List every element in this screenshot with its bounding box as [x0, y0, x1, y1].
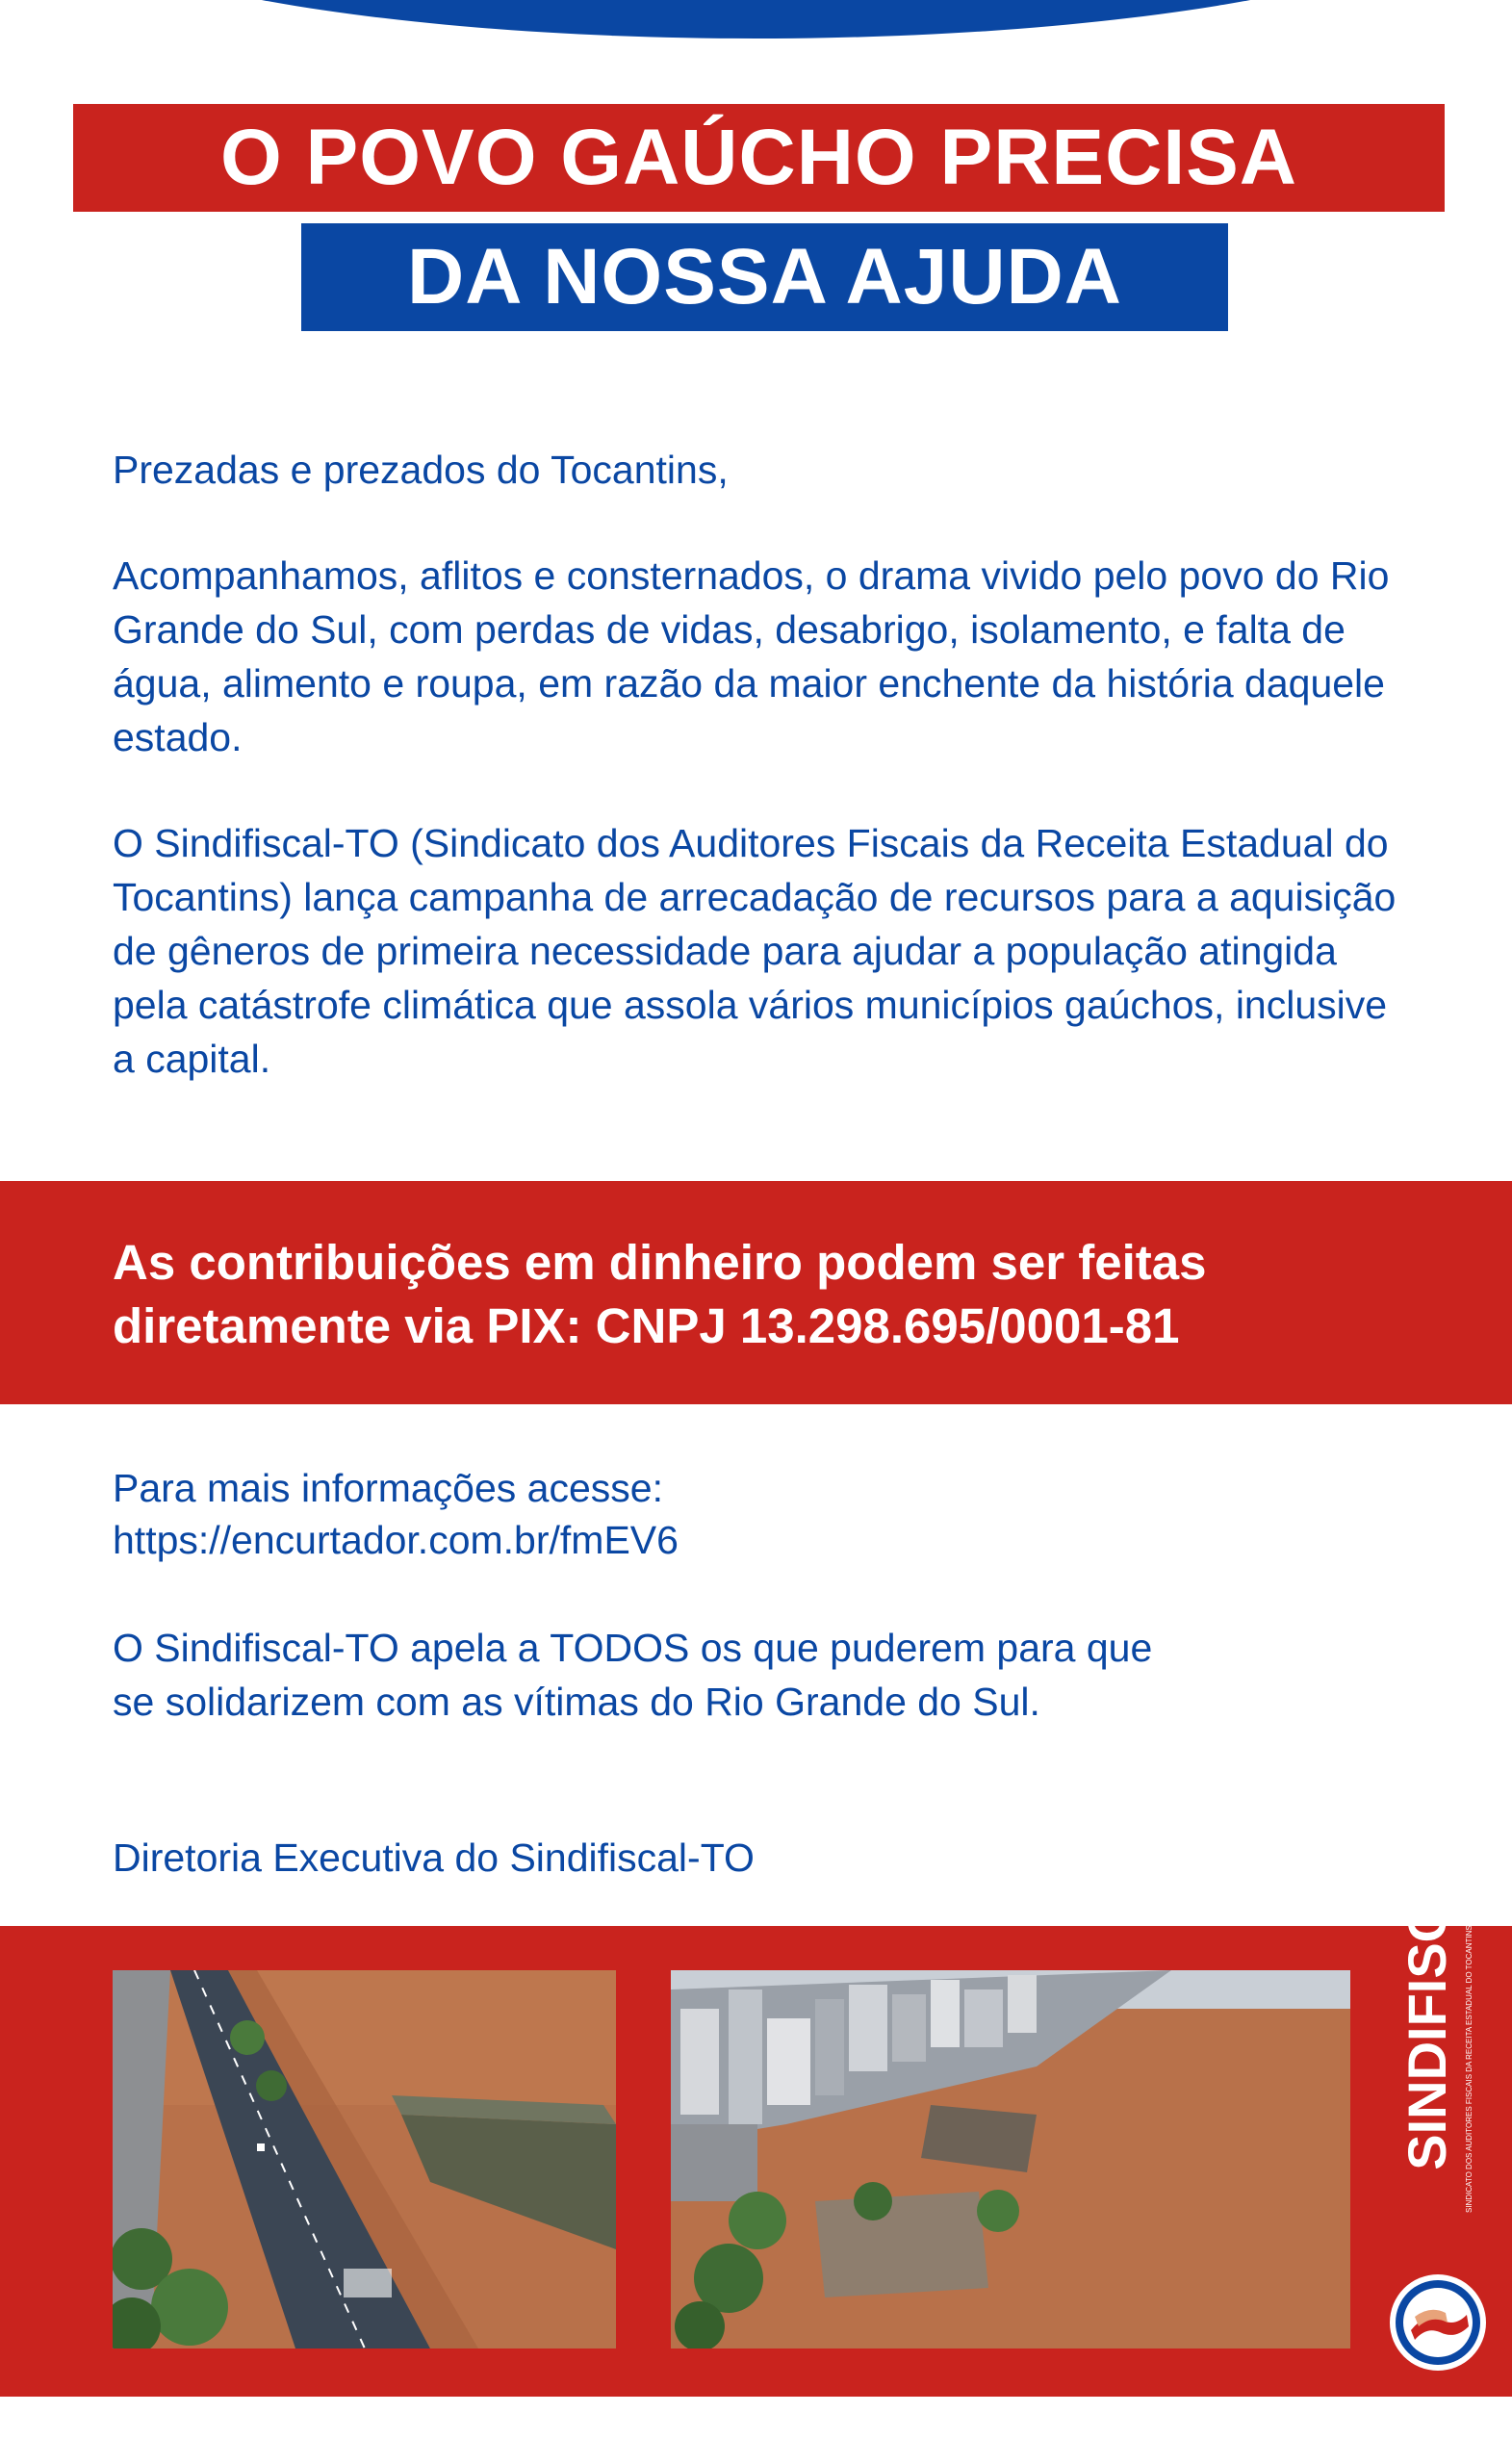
- pix-line-2: diretamente via PIX: CNPJ 13.298.695/0001-81: [113, 1298, 1180, 1353]
- pix-text: [113, 1231, 1460, 1358]
- flooded-city-photo: [671, 1970, 1350, 2348]
- appeal-line-1: O Sindifiscal-TO apela a TODOS os que puderem para que: [113, 1626, 1153, 1670]
- pix-banner: [0, 1181, 1512, 1404]
- info-label: Para mais informações acesse:: [113, 1466, 663, 1510]
- paragraph-campaign: O Sindifiscal-TO (Sindicato dos Auditores Fiscais da Receita Estadual do Tocantins) lança campanha de arrecadação de recursos para a aquisição de gêneros de primeira necessidade para ajudar a população atingida pela catástrofe climática que assola vários municípios gaúchos, inclusive a capital.: [113, 821, 1397, 1081]
- headline-line-1: O POVO GAÚCHO PRECISA: [73, 104, 1445, 212]
- info-link[interactable]: https://encurtador.com.br/fmEV6: [113, 1518, 679, 1562]
- signature: Diretoria Executiva do Sindifiscal-TO: [113, 1835, 755, 1880]
- brand-name: SINDIFISCAL: [1397, 1832, 1457, 2170]
- appeal-text: [113, 1621, 1402, 1729]
- brand-subtitle: SINDICATO DOS AUDITORES FISCAIS DA RECEITA ESTADUAL DO TOCANTINS: [1465, 1925, 1474, 2213]
- appeal-line-2: se solidarizem com as vítimas do Rio Grande do Sul.: [113, 1680, 1040, 1724]
- flooded-city-illustration: [671, 1970, 1350, 2348]
- top-blue-arc: [29, 0, 1483, 38]
- paragraph-drama: Acompanhamos, aflitos e consternados, o drama vivido pelo povo do Rio Grande do Sul, com perdas de vidas, desabrigo, isolamento, e falta de água, alimento e roupa, em razão da maior enchente da história daquele estado.: [113, 553, 1390, 759]
- pix-line-1: As contribuições em dinheiro podem ser feitas: [113, 1235, 1207, 1290]
- greeting: Prezadas e prezados do Tocantins,: [113, 448, 729, 492]
- headline-line-2: DA NOSSA AJUDA: [301, 223, 1228, 331]
- flooded-street-photo: [113, 1970, 616, 2348]
- sindifiscal-brand: [1386, 1832, 1492, 2378]
- sindifiscal-logo-icon: [1388, 2272, 1488, 2373]
- flooded-street-illustration: [113, 1970, 616, 2348]
